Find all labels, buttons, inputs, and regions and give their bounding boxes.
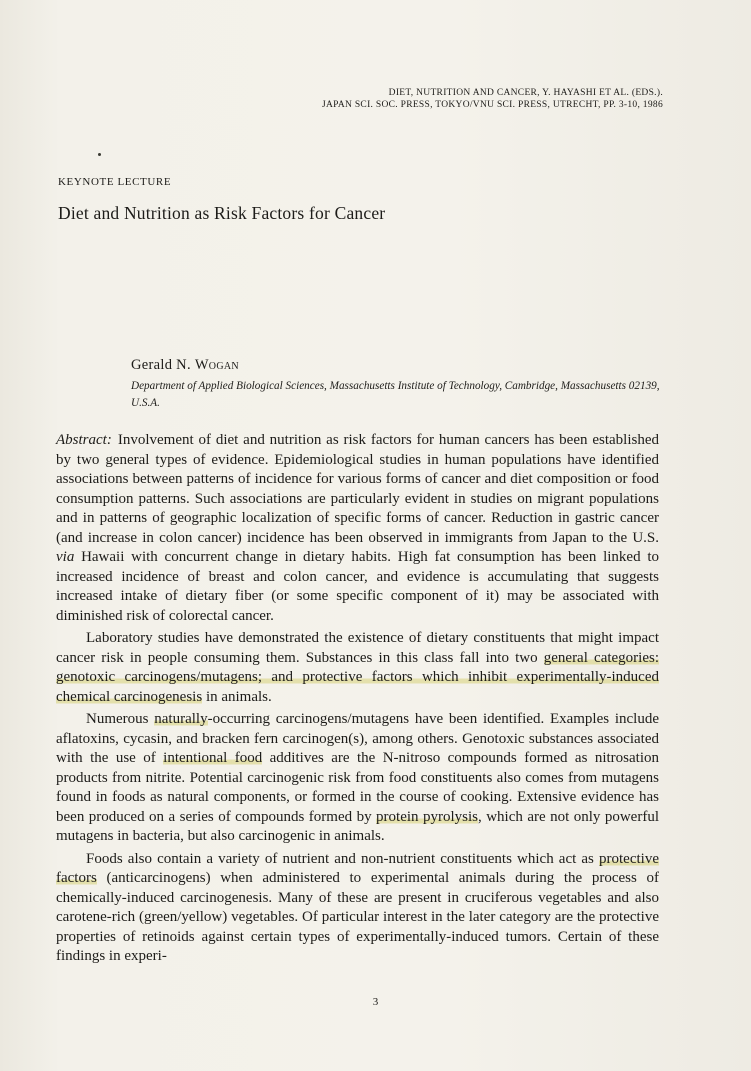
citation-line-2: JAPAN SCI. SOC. PRESS, TOKYO/VNU SCI. PRESS, UTRECHT, PP. 3-10, 1986 — [321, 100, 663, 110]
highlighted-text: naturally — [154, 711, 208, 727]
abstract-text: Numerous — [86, 711, 155, 727]
citation-line-1: DIET, NUTRITION AND CANCER, Y. HAYASHI ET AL. (EDS.). — [388, 88, 663, 98]
abstract-text: Foods also contain a variety of nutrient and non-nutrient constituents which act as — [86, 850, 600, 867]
highlighted-text: protein pyrolysis — [376, 808, 478, 825]
abstract-paragraph-4 — [56, 850, 659, 967]
abstract-paragraph-3 — [56, 710, 659, 847]
author-last-name: Wogan — [194, 357, 239, 373]
author-first-name: Gerald N. — [131, 357, 191, 373]
abstract-text: -occurring carcinogens/mutagens have been identified. Examples include aflatoxins, cycasin, and bracken fern carcinogen(s), among others. Genotoxic substances associated with the use of — [56, 711, 659, 766]
ink-dot — [98, 153, 101, 156]
highlighted-text: intentional food — [163, 750, 263, 766]
abstract-text: (anticarcinogens) when administered to experimental animals during the process of chemically-induced carcinogenesis. Many of these are present in cruciferous vegetables and also carotene-rich (green/yellow) vegetables. Of particular interest in the later category are the protective properties of retinoids against certain types of experimentally-induced tumors. Certain of these findings in experi- — [56, 870, 659, 964]
abstract-text: additives are the N-nitroso compounds formed as nitrosation products from nitrite. Potential carcinogenic risk from food constituents also comes from mutagens found in foods as natural components, or formed in the course of cooking. Extensive evidence has been produced on a series of compounds formed by — [56, 750, 659, 825]
abstract-text: Hawaii with concurrent change in dietary habits. High fat consumption has been linked to increased incidence of breast and colon cancer, and evidence is accumulating that suggests increased intake of dietary fiber (or some specific component of it) may be associated with diminished risk of colorectal cancer. — [56, 549, 659, 624]
abstract-text: in animals. — [202, 688, 272, 705]
abstract-text: , which are not only powerful mutagens in bacteria, but also carcinogenic in animals. — [56, 808, 659, 844]
abstract-paragraph-2 — [56, 629, 659, 707]
page-number: 3 — [372, 996, 379, 1008]
author-affiliation: Department of Applied Biological Sciences, Massachusetts Institute of Technology, Cambridge, Massachusetts 02139, U.S.A. — [131, 380, 660, 409]
citation-header — [322, 87, 663, 111]
abstract-label: Abstract: — [56, 432, 112, 448]
abstract-text: Involvement of diet and nutrition as risk factors for human cancers has been established by two general types of evidence. Epidemiological studies in human populations have identified associations between patterns of incidence for various forms of cancer and diet composition or food consumption patterns. Such associations are particularly evident in studies on migrant populations and in patterns of geographic localization of specific forms of cancer. Reduction in gastric cancer (and increase in colon cancer) incidence has been observed in immigrants from Japan to the U.S. — [56, 432, 659, 546]
article-title: Diet and Nutrition as Risk Factors for Cancer — [58, 203, 386, 223]
section-label: KEYNOTE LECTURE — [58, 176, 172, 188]
highlighted-text: general categories: genotoxic carcinogens/mutagens; and protective factors which inhibit experimentally-induced chemical carcinogenesis — [56, 649, 659, 705]
abstract-paragraph-1 — [56, 431, 659, 626]
highlighted-text: protective factors — [56, 850, 659, 886]
abstract-text: Laboratory studies have demonstrated the existence of dietary constituents that might impact cancer risk in people consuming them. Substances in this class fall into two — [56, 630, 659, 666]
abstract-italic-via: via — [56, 549, 75, 565]
author-name — [131, 357, 239, 374]
abstract-body — [56, 431, 659, 967]
